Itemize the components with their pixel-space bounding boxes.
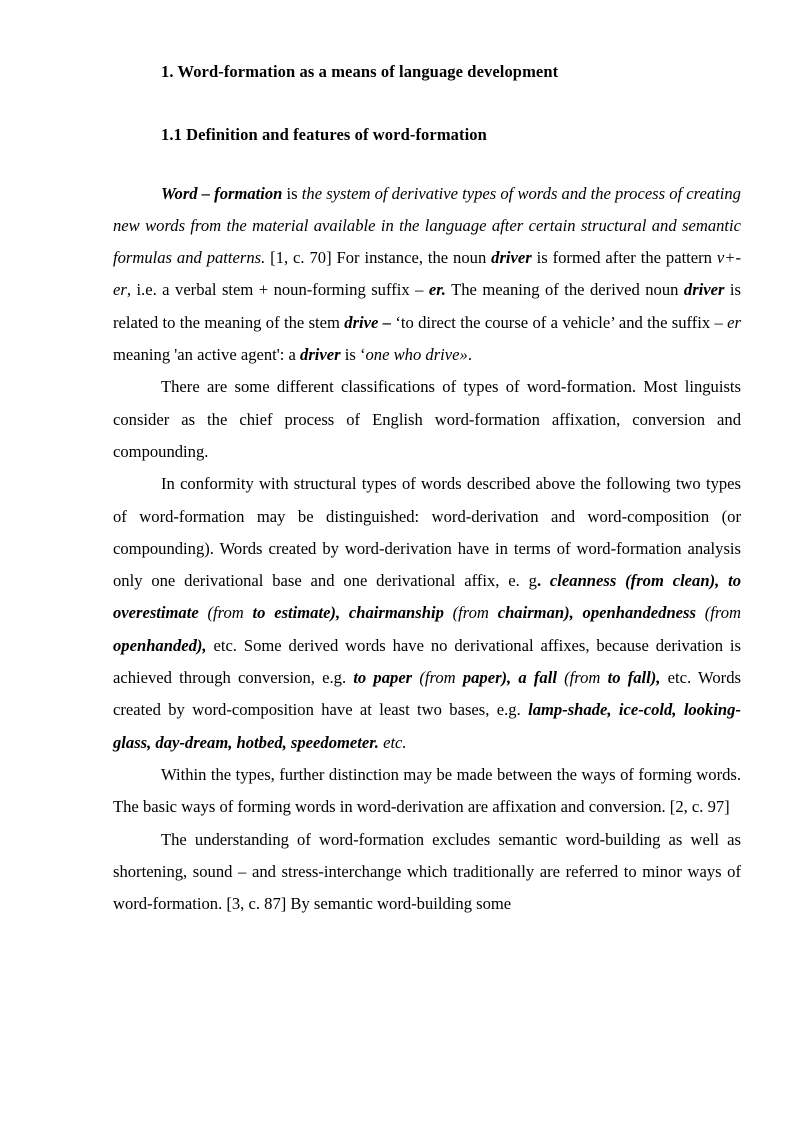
- document-body: [113, 62, 741, 920]
- paragraph: Word – formation is the system of derivative types of words and the process of creating new words from the material available in the language after certain structural and semantic formulas and patterns. [1, c. 70] For instance, the noun driver is formed after the pattern v+-er, i.e. a verbal stem + noun-forming suffix – er. The meaning of the derived noun driver is related to the meaning of the stem drive – ‘to direct the course of a vehicle’ and the suffix – er meaning 'an active agent': a driver is ‘one who drive».: [113, 183, 742, 365]
- paragraph: There are some different classifications of types of word-formation. Most linguists consider as the chief process of English word-formation affixation, conversion and compounding.: [113, 377, 741, 461]
- section-heading: 1.1 Definition and features of word-formation: [161, 124, 487, 144]
- paragraph: The understanding of word-formation excludes semantic word-building as well as shortening, sound – and stress-interchange which traditionally are referred to minor ways of word-formation. [3, c. 87] By semantic word-building some: [113, 829, 741, 914]
- paragraph: In conformity with structural types of words described above the following two types of word-formation may be distinguished: word-derivation and word-composition (or compounding). Words created by word-derivation have in terms of word-formation analysis only one derivational base and one derivational affix, e. g. cleanness (from clean), to overestimate (from to estimate), chairmanship (from chairman), openhandedness (from openhanded), etc. Some derived words have no derivational affixes, because derivation is achieved through conversion, e.g. to paper (from paper), a fall (from to fall), etc. Words created by word-composition have at least two bases, e.g. lamp-shade, ice-cold, looking-glass, day-dream, hotbed, speedometer. etc.: [113, 474, 741, 752]
- paragraph: Within the types, further distinction may be made between the ways of forming words. The basic ways of forming words in word-derivation are affixation and conversion. [2, c. 97]: [113, 764, 741, 817]
- page-title: 1. Word-formation as a means of language development: [161, 62, 559, 81]
